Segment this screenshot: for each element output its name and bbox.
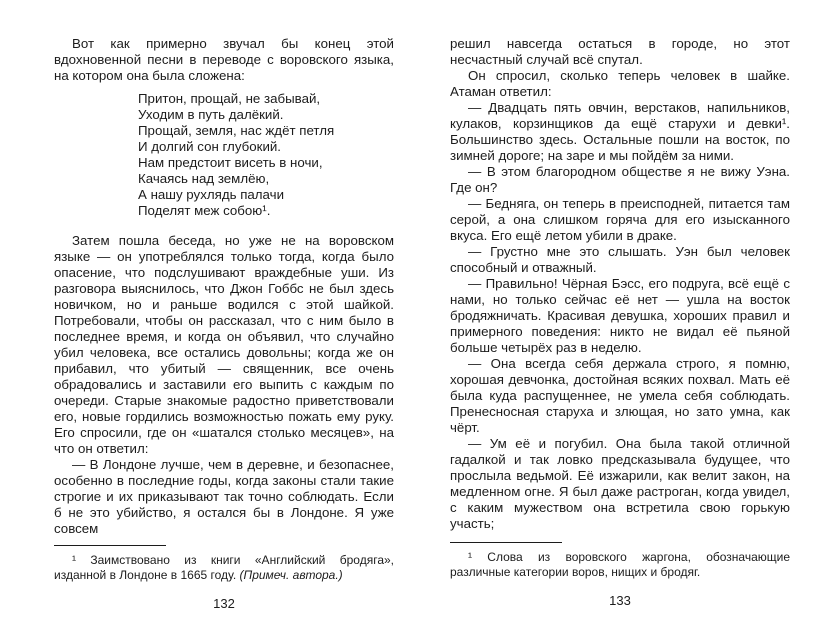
page-number-left: 132 — [213, 596, 235, 611]
paragraph: — Грустно мне это слышать. Уэн был человек способный и отважный. — [450, 244, 790, 275]
page-right — [450, 36, 790, 609]
poem — [138, 91, 394, 219]
paragraph: — Двадцать пять овчин, верстаков, напильников, кулаков, корзинщиков да ещё старухи и девки¹. Большинство здесь. Остальные пошли на восток, по зимней дороге; на заре и мы пойдём за ними. — [450, 100, 790, 163]
paragraph: Затем пошла беседа, но уже не на воровском языке — он употреблялся только тогда, когда было опасение, что подслушивают враждебные уши. Из разговора выяснилось, что Джон Гоббс не был здесь новичком, но и раньше водился с этой шайкой. Потребовали, чтобы он рассказал, что с ним было в последнее время, и когда он объявил, что случайно убил человека, все остались довольны; когда же он прибавил, что убитый — священник, все очень обрадовались и заставили его выпить с каждым по очереди. Старые знакомые радостно приветствовали его, новые гордились возможностью пожать ему руку. Его спросили, где он «шатался столько месяцев», на что он ответил: — [54, 233, 394, 456]
footnote-text — [450, 550, 790, 580]
footnote-body: ¹ Заимствовано из книги «Английский бродяга», изданной в Лондоне в 1665 году. — [54, 553, 394, 582]
poem-line: Качаясь над землёю, — [138, 171, 270, 186]
poem-line: Уходим в путь далёкий. — [138, 107, 284, 122]
paragraph: Вот как примерно звучал бы конец этой вдохновенной песни в переводе с воровского языка, на котором она была сложена: — [54, 36, 394, 83]
paragraph: — Правильно! Чёрная Бэсс, его подруга, всё ещё с нами, но только сейчас её нет — ушла на восток бродяжничать. Красивая девушка, хороших правил и примерного поведения: никто не видал её пьяной больше четырёх раз в неделю. — [450, 276, 790, 355]
poem-line: И долгий сон глубокий. — [138, 139, 281, 154]
footnote-divider — [450, 542, 562, 543]
footnote-source: (Примеч. автора.) — [239, 568, 343, 582]
paragraph: решил навсегда остаться в городе, но этот несчастный случай всё спутал. — [450, 36, 790, 67]
footnote — [450, 534, 790, 580]
paragraph: Он спросил, сколько теперь человек в шайке. Атаман ответил: — [450, 68, 790, 99]
page-number-right: 133 — [609, 593, 631, 608]
footnote-text — [54, 553, 394, 583]
poem-line: Прощай, земля, нас ждёт петля — [138, 123, 335, 138]
poem-line: Поделят меж собою¹. — [138, 203, 271, 218]
page-left — [54, 36, 394, 609]
footnote-divider — [54, 545, 166, 546]
paragraph: — Бедняга, он теперь в преисподней, питается там серой, а она слишком горяча для его изысканного вкуса. Его ещё летом убили в драке. — [450, 196, 790, 243]
footnote-body: ¹ Слова из воровского жаргона, обозначающие различные категории воров, нищих и бродяг. — [450, 550, 790, 579]
paragraph: — В этом благородном обществе я не вижу Уэна. Где он? — [450, 164, 790, 195]
poem-line: Нам предстоит висеть в ночи, — [138, 155, 323, 170]
paragraph: — Она всегда себя держала строго, я помню, хорошая девчонка, достойная всяких похвал. Мать её была куда распущеннее, не умела себя соблюдать. Пренесносная старуха и злющая, но зато умна, как чёрт. — [450, 356, 790, 435]
poem-line: Притон, прощай, не забывай, — [138, 91, 321, 106]
paragraph: — Ум её и погубил. Она была такой отличной гадалкой и так ловко предсказывала будущее, что прослыла ведьмой. Её изжарили, как велит закон, на медленном огне. Я был даже растроган, когда увидел, с каким мужеством она встретила свою горькую участь; — [450, 436, 790, 531]
poem-line: А нашу рухлядь палачи — [138, 187, 285, 202]
paragraph: — В Лондоне лучше, чем в деревне, и безопаснее, особенно в последние годы, когда законы стали такие строгие и их приказывают так точно соблюдать. Если б не это убийство, я остался бы в Лондоне. Я уже совсем — [54, 457, 394, 536]
footnote — [54, 537, 394, 583]
